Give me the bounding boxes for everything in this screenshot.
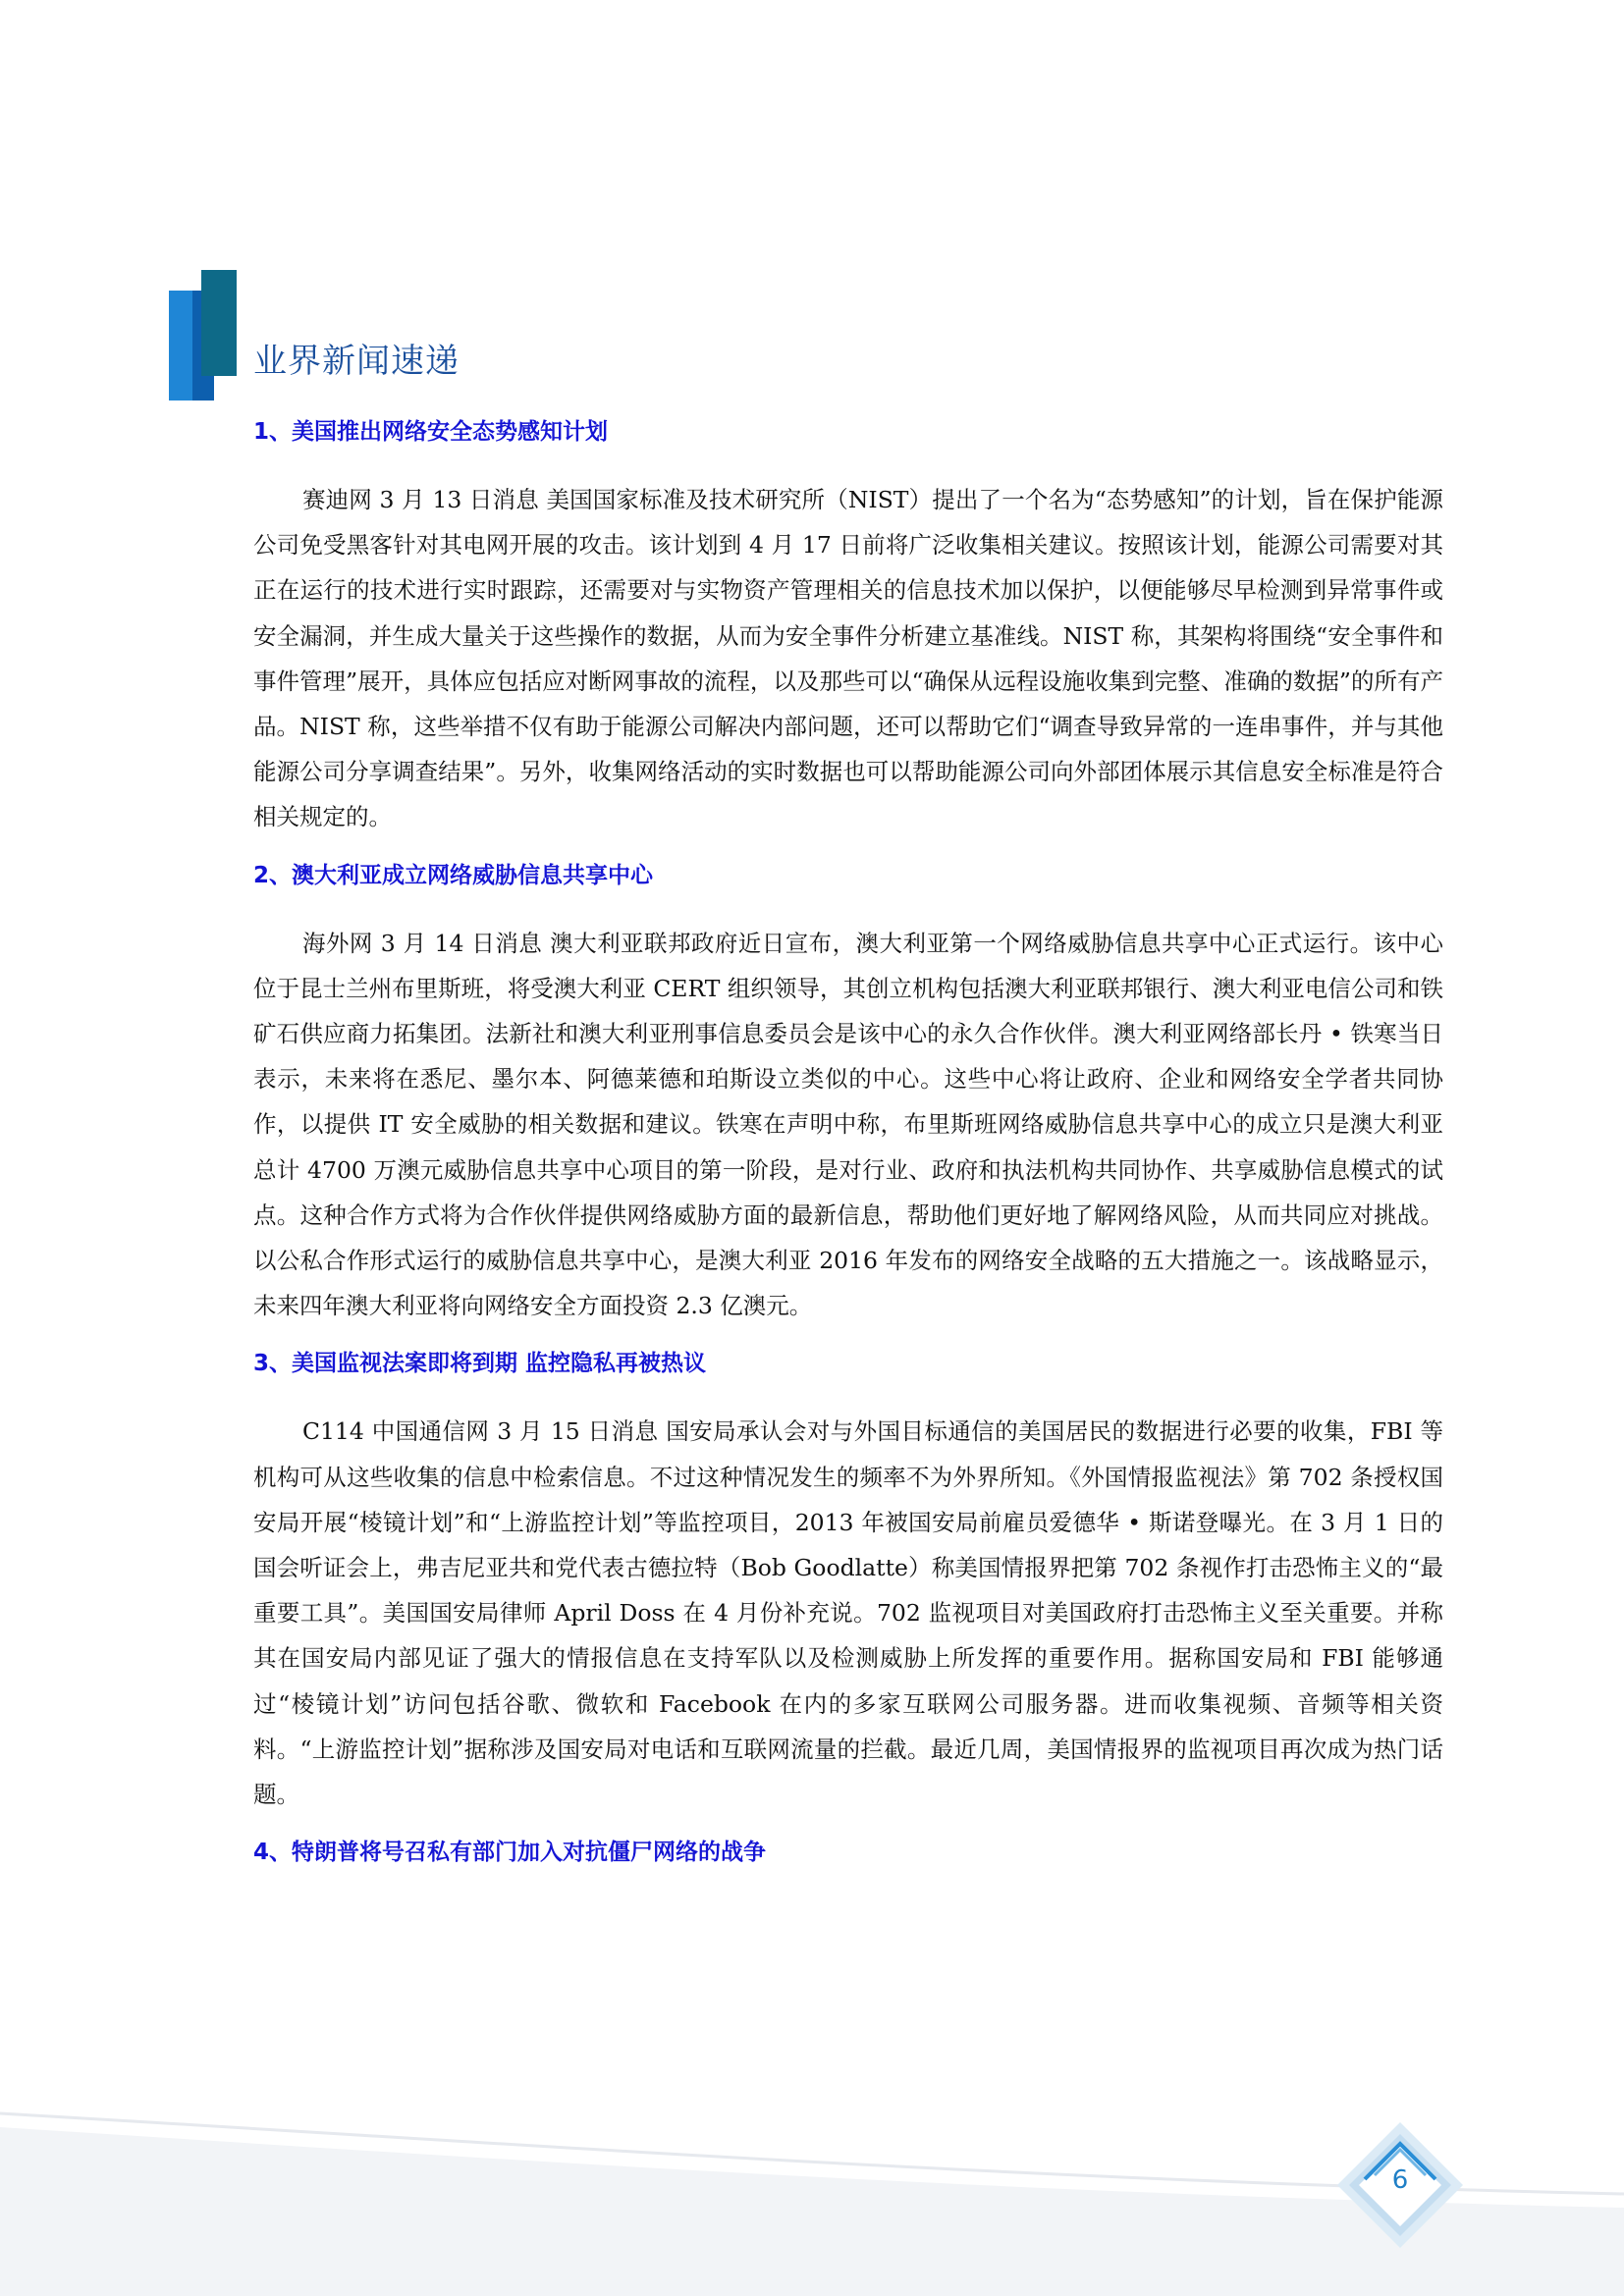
news-article-2: [253, 854, 1443, 1329]
news-content: [253, 410, 1443, 1897]
article-title: 2、澳大利亚成立网络威胁信息共享中心: [253, 862, 654, 888]
section-heading: 业界新闻速递: [253, 342, 460, 381]
news-article-4: [253, 1831, 1443, 1874]
article-title: 3、美国监视法案即将到期 监控隐私再被热议: [253, 1351, 707, 1377]
article-body: 赛迪网 3 月 13 日消息 美国国家标准及技术研究所（NIST）提出了一个名为“态势感知”的计划，旨在保护能源公司免受黑客针对其电网开展的攻击。该计划到 4 月 17 日前将广泛收集相关建议。按照该计划，能源公司需要对其正在运行的技术进行实时跟踪，还需要对与实物资产管理相关的信息技术加以保护，以便能够尽早检测到异常事件或安全漏洞，并生成大量关于这些操作的数据，从而为安全事件分析建立基准线。NIST 称，其架构将围绕“安全事件和事件管理”展开，具体应包括应对断网事故的流程，以及那些可以“确保从远程设施收集到完整、准确的数据”的所有产品。NIST 称，这些举措不仅有助于能源公司解决内部问题，还可以帮助它们“调查导致异常的一连串事件，并与其他能源公司分享调查结果”。另外，收集网络活动的实时数据也可以帮助能源公司向外部团体展示其信息安全标准是符合相关规定的。: [253, 486, 1443, 831]
page-number: 6: [1391, 2165, 1409, 2195]
article-body: C114 中国通信网 3 月 15 日消息 国安局承认会对与外国目标通信的美国居民的数据进行必要的收集，FBI 等机构可从这些收集的信息中检索信息。不过这种情况发生的频率不为外界所知。《外国情报监视法》第 702 条授权国安局开展“棱镜计划”和“上游监控计划”等监控项目，2013 年被国安局前雇员爱德华 • 斯诺登曝光。在 3 月 1 日的国会听证会上，弗吉尼亚共和党代表古德拉特（Bob Goodlatte）称美国情报界把第 702 条视作打击恐怖主义的“最重要工具”。美国国安局律师 April Doss 在 4 月份补充说。702 监视项目对美国政府打击恐怖主义至关重要。并称其在国安局内部见证了强大的情报信息在支持军队以及检测威胁上所发挥的重要作用。据称国安局和 FBI 能够通过“棱镜计划”访问包括谷歌、微软和 Facebook 在内的多家互联网公司服务器。进而收集视频、音频等相关资料。“上游监控计划”据称涉及国安局对电话和互联网流量的拦截。最近几周，美国情报界的监视项目再次成为热门话题。: [253, 1417, 1443, 1809]
article-title: 1、美国推出网络安全态势感知计划: [253, 419, 609, 445]
article-title: 4、特朗普将号召私有部门加入对抗僵尸网络的战争: [253, 1840, 767, 1866]
news-article-3: [253, 1342, 1443, 1817]
news-article-1: [253, 410, 1443, 840]
header-accent-bar-light: [169, 291, 194, 400]
article-body: 海外网 3 月 14 日消息 澳大利亚联邦政府近日宣布，澳大利亚第一个网络威胁信息共享中心正式运行。该中心位于昆士兰州布里斯班，将受澳大利亚 CERT 组织领导，其创立机构包括澳大利亚联邦银行、澳大利亚电信公司和铁矿石供应商力拓集团。法新社和澳大利亚刑事信息委员会是该中心的永久合作伙伴。澳大利亚网络部长丹 • 铁寒当日表示，未来将在悉尼、墨尔本、阿德莱德和珀斯设立类似的中心。这些中心将让政府、企业和网络安全学者共同协作，以提供 IT 安全威胁的相关数据和建议。铁寒在声明中称，布里斯班网络威胁信息共享中心的成立只是澳大利亚总计 4700 万澳元威胁信息共享中心项目的第一阶段，是对行业、政府和执法机构共同协作、共享威胁信息模式的试点。这种合作方式将为合作伙伴提供网络威胁方面的最新信息，帮助他们更好地了解网络风险，从而共同应对挑战。以公私合作形式运行的威胁信息共享中心，是澳大利亚 2016 年发布的网络安全战略的五大措施之一。该战略显示，未来四年澳大利亚将向网络安全方面投资 2.3 亿澳元。: [253, 929, 1443, 1320]
header-accent-bar-dark: [201, 270, 237, 376]
